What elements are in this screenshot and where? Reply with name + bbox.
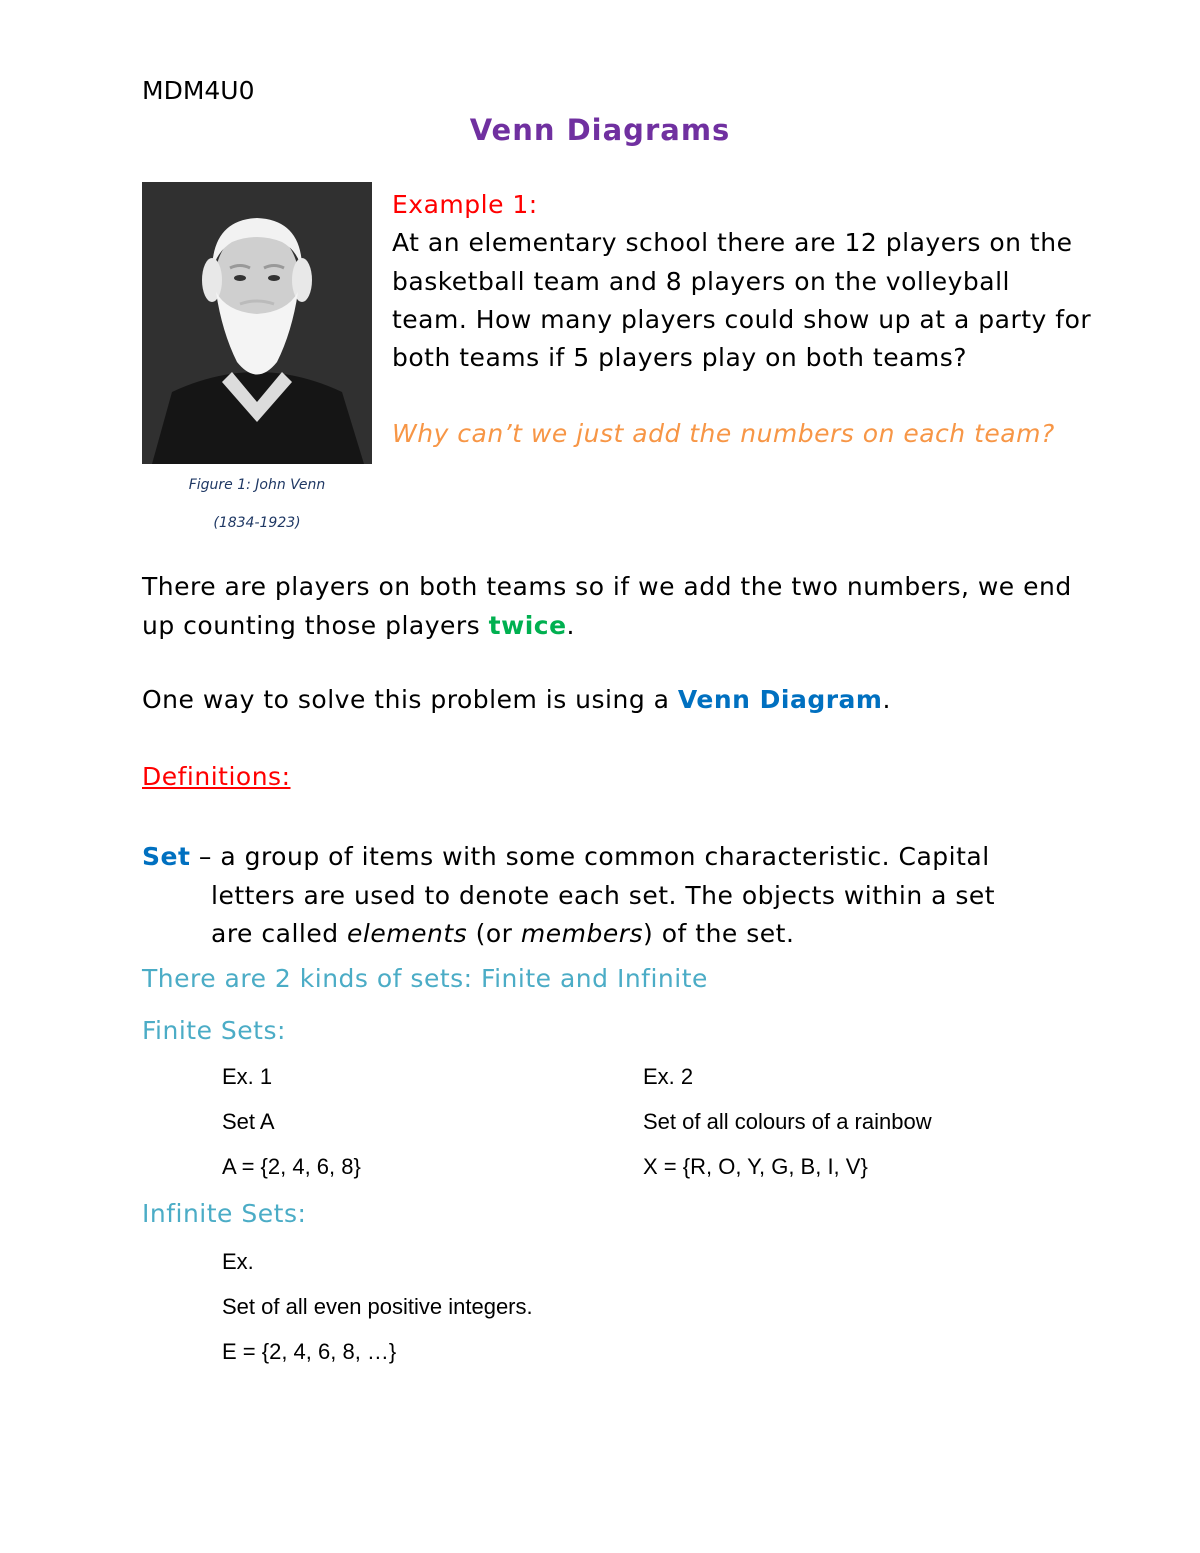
finite-ex2-desc: Set of all colours of a rainbow [643, 1109, 932, 1134]
venn-diagram-term: Venn Diagram [677, 685, 883, 714]
finite-ex2-set: X = {R, O, Y, G, B, I, V} [643, 1154, 868, 1179]
finite-ex1-set: A = {2, 4, 6, 8} [222, 1154, 361, 1179]
solution-paragraph [142, 685, 891, 714]
infinite-ex-desc: Set of all even positive integers. [222, 1294, 533, 1319]
infinite-ex-label: Ex. [222, 1249, 254, 1274]
example-question: Why can’t we just add the numbers on each team? [392, 419, 1055, 449]
set-term: Set [142, 842, 191, 871]
course-code: MDM4U0 [142, 76, 255, 105]
infinite-sets-heading: Infinite Sets: [142, 1199, 307, 1228]
portrait-image [142, 182, 372, 464]
caption-name: Figure 1: John Venn [188, 477, 326, 493]
finite-ex1-label: Ex. 1 [222, 1064, 273, 1089]
set-line-3 [142, 915, 1102, 954]
solution-end: . [882, 685, 891, 714]
elements-term: elements [347, 919, 468, 948]
example-1 [392, 186, 1092, 454]
infinite-ex-set: E = {2, 4, 6, 8, …} [222, 1339, 397, 1364]
john-venn-portrait [142, 182, 372, 464]
example-label: Example 1: [392, 190, 538, 219]
definitions-heading: Definitions: [142, 762, 291, 791]
set-line-3-a: are called [211, 919, 348, 948]
set-line-1: – a group of items with some common characteristic. Capital [190, 842, 990, 871]
explanation-text: There are players on both teams so if we add the two numbers, we end up counting those players [142, 572, 1072, 640]
kinds-of-sets: There are 2 kinds of sets: Finite and Infinite [142, 964, 708, 993]
caption-dates: (1834-1923) [213, 515, 301, 531]
finite-sets-heading: Finite Sets: [142, 1016, 286, 1045]
set-line-3-c: ) of the set. [643, 919, 795, 948]
members-term: members [520, 919, 644, 948]
finite-ex2-label: Ex. 2 [643, 1064, 694, 1089]
explanation-end: . [566, 610, 575, 640]
set-definition [142, 838, 1102, 954]
emphasis-twice: twice [488, 610, 567, 640]
figure-caption [142, 466, 372, 542]
finite-ex1-desc: Set A [222, 1109, 275, 1134]
set-line-2: letters are used to denote each set. The objects within a set [211, 880, 996, 910]
set-line-3-b: (or [467, 919, 521, 948]
example-problem: At an elementary school there are 12 players on the basketball team and 8 players on the volleyball team. How many players could show up at a party for both teams if 5 players play on both teams? [392, 228, 1092, 373]
solution-text: One way to solve this problem is using a [142, 685, 678, 714]
page-title: Venn Diagrams [469, 113, 731, 147]
explanation-paragraph [142, 568, 1102, 645]
